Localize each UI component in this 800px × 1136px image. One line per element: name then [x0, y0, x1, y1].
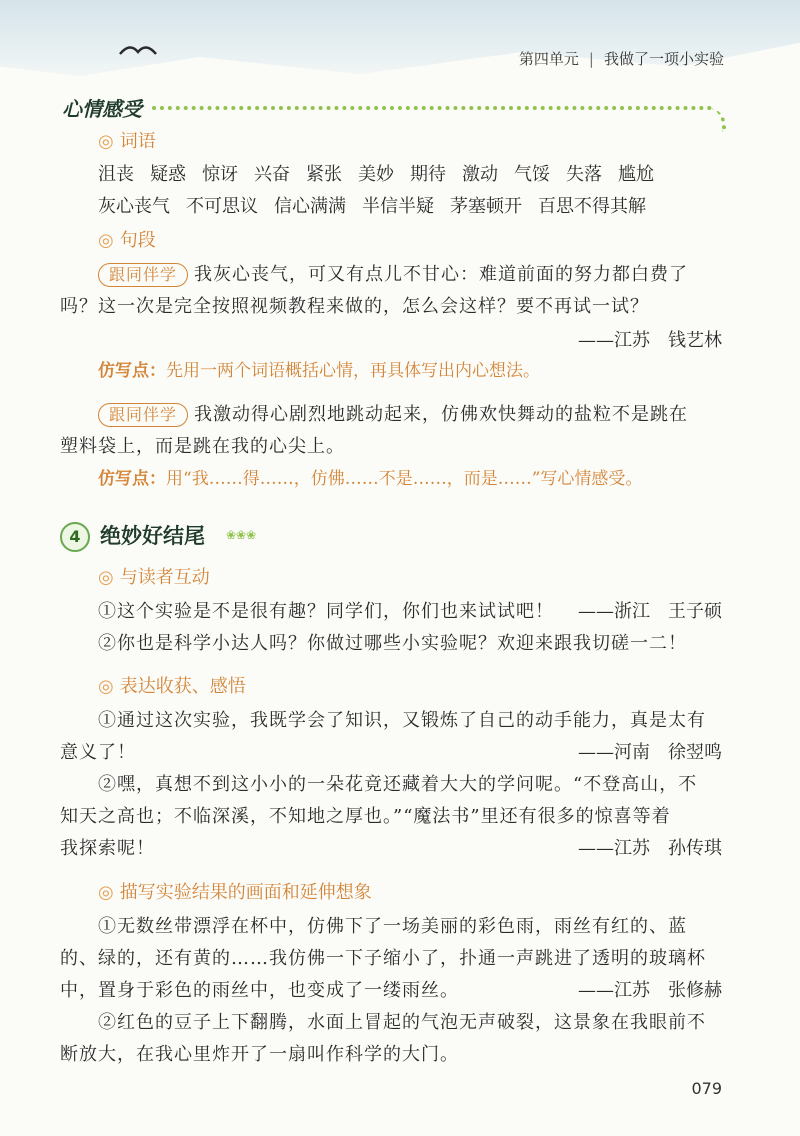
word-item: 疑惑 — [150, 164, 186, 185]
harvest-line-5: 我探索呢！ — [60, 838, 155, 859]
word-item: 失落 — [566, 164, 602, 185]
signature-interact: ——浙江 王子硕 — [578, 601, 722, 622]
example-1-line-1: 跟同伴学 我灰心丧气，可又有点儿不甘心：难道前面的努力都白费了 — [98, 260, 688, 287]
signature-harvest-1: ——河南 徐翌鸣 — [578, 742, 722, 763]
tip-2: 仿写点：用“我……得……，仿佛……不是……，而是……”写心情感受。 — [98, 469, 643, 489]
word-item: 茅塞顿开 — [450, 196, 522, 217]
subheading-interact: ◎ 与读者互动 — [98, 567, 210, 588]
harvest-line-1: ①通过这次实验，我既学会了知识，又锻炼了自己的动手能力，真是太有 — [98, 710, 706, 731]
word-item: 灰心丧气 — [98, 196, 170, 217]
signature-harvest-2: ——江苏 孙传琪 — [578, 838, 722, 859]
subheading-harvest: ◎ 表达收获、感悟 — [98, 676, 246, 697]
example-1-line-2: 吗？这一次是完全按照视频教程来做的，怎么会这样？要不再试一试？ — [60, 296, 649, 317]
bird-icon — [118, 40, 158, 62]
subheading-paragraph: ◎ 句段 — [98, 230, 156, 251]
describe-line-3: 中，置身于彩色的雨丝中，也变成了一缕雨丝。 — [60, 980, 459, 1001]
section-number-badge: 4 — [60, 522, 90, 552]
tag-learn-with-peer: 跟同伴学 — [98, 263, 188, 287]
word-item: 气馁 — [514, 164, 550, 185]
word-item: 尴尬 — [618, 164, 654, 185]
word-item: 激动 — [462, 164, 498, 185]
example-2-line-1: 跟同伴学 我激动得心剧烈地跳动起来，仿佛欢快舞动的盐粒不是跳在 — [98, 400, 688, 427]
tag-learn-with-peer-2: 跟同伴学 — [98, 403, 188, 427]
harvest-line-4: 知天之高也；不临深溪，不知地之厚也。”“魔法书”里还有很多的惊喜等着 — [60, 806, 671, 827]
harvest-line-2: 意义了！ — [60, 742, 136, 763]
word-item: 期待 — [410, 164, 446, 185]
word-list-row-1 — [98, 160, 670, 186]
describe-line-5: 断放大，在我心里炸开了一扇叫作科学的大门。 — [60, 1044, 459, 1065]
page-number: 079 — [691, 1079, 722, 1098]
leaf-icon: ❀❀❀ — [226, 528, 257, 542]
word-list-row-2 — [98, 192, 662, 218]
word-item: 兴奋 — [254, 164, 290, 185]
subheading-describe: ◎ 描写实验结果的画面和延伸想象 — [98, 882, 372, 903]
subheading-words: ◎ 词语 — [98, 131, 156, 152]
word-item: 信心满满 — [274, 196, 346, 217]
dotted-divider-tail — [704, 108, 726, 132]
word-item: 百思不得其解 — [538, 196, 646, 217]
word-item: 美妙 — [358, 164, 394, 185]
signature-1: ——江苏 钱艺林 — [578, 330, 722, 351]
word-item: 不可思议 — [186, 196, 258, 217]
describe-line-2: 的、绿的，还有黄的……我仿佛一下子缩小了，扑通一声跳进了透明的玻璃杯 — [60, 948, 706, 969]
interact-line-1: ①这个实验是不是很有趣？同学们，你们也来试试吧！ — [98, 601, 554, 622]
word-item: 沮丧 — [98, 164, 134, 185]
signature-describe: ——江苏 张修赫 — [578, 980, 722, 1001]
describe-line-4: ②红色的豆子上下翻腾，水面上冒起的气泡无声破裂，这景象在我眼前不 — [98, 1012, 706, 1033]
harvest-line-3: ②嘿，真想不到这小小的一朵花竟还藏着大大的学问呢。“不登高山，不 — [98, 774, 698, 795]
example-2-line-2: 塑料袋上，而是跳在我的心尖上。 — [60, 436, 345, 457]
tip-1: 仿写点：先用一两个词语概括心情，再具体写出内心想法。 — [98, 361, 540, 381]
section-title-mood: 心情感受 — [62, 97, 142, 121]
describe-line-1: ①无数丝带漂浮在杯中，仿佛下了一场美丽的彩色雨，雨丝有红的、蓝 — [98, 916, 687, 937]
word-item: 惊讶 — [202, 164, 238, 185]
dotted-divider — [152, 106, 712, 110]
interact-line-2: ②你也是科学小达人吗？你做过哪些小实验呢？欢迎来跟我切磋一二！ — [98, 633, 687, 654]
unit-header: 第四单元 | 我做了一项小实验 — [518, 50, 724, 68]
word-item: 半信半疑 — [362, 196, 434, 217]
section-title-ending: 绝妙好结尾 — [100, 524, 205, 548]
word-item: 紧张 — [306, 164, 342, 185]
